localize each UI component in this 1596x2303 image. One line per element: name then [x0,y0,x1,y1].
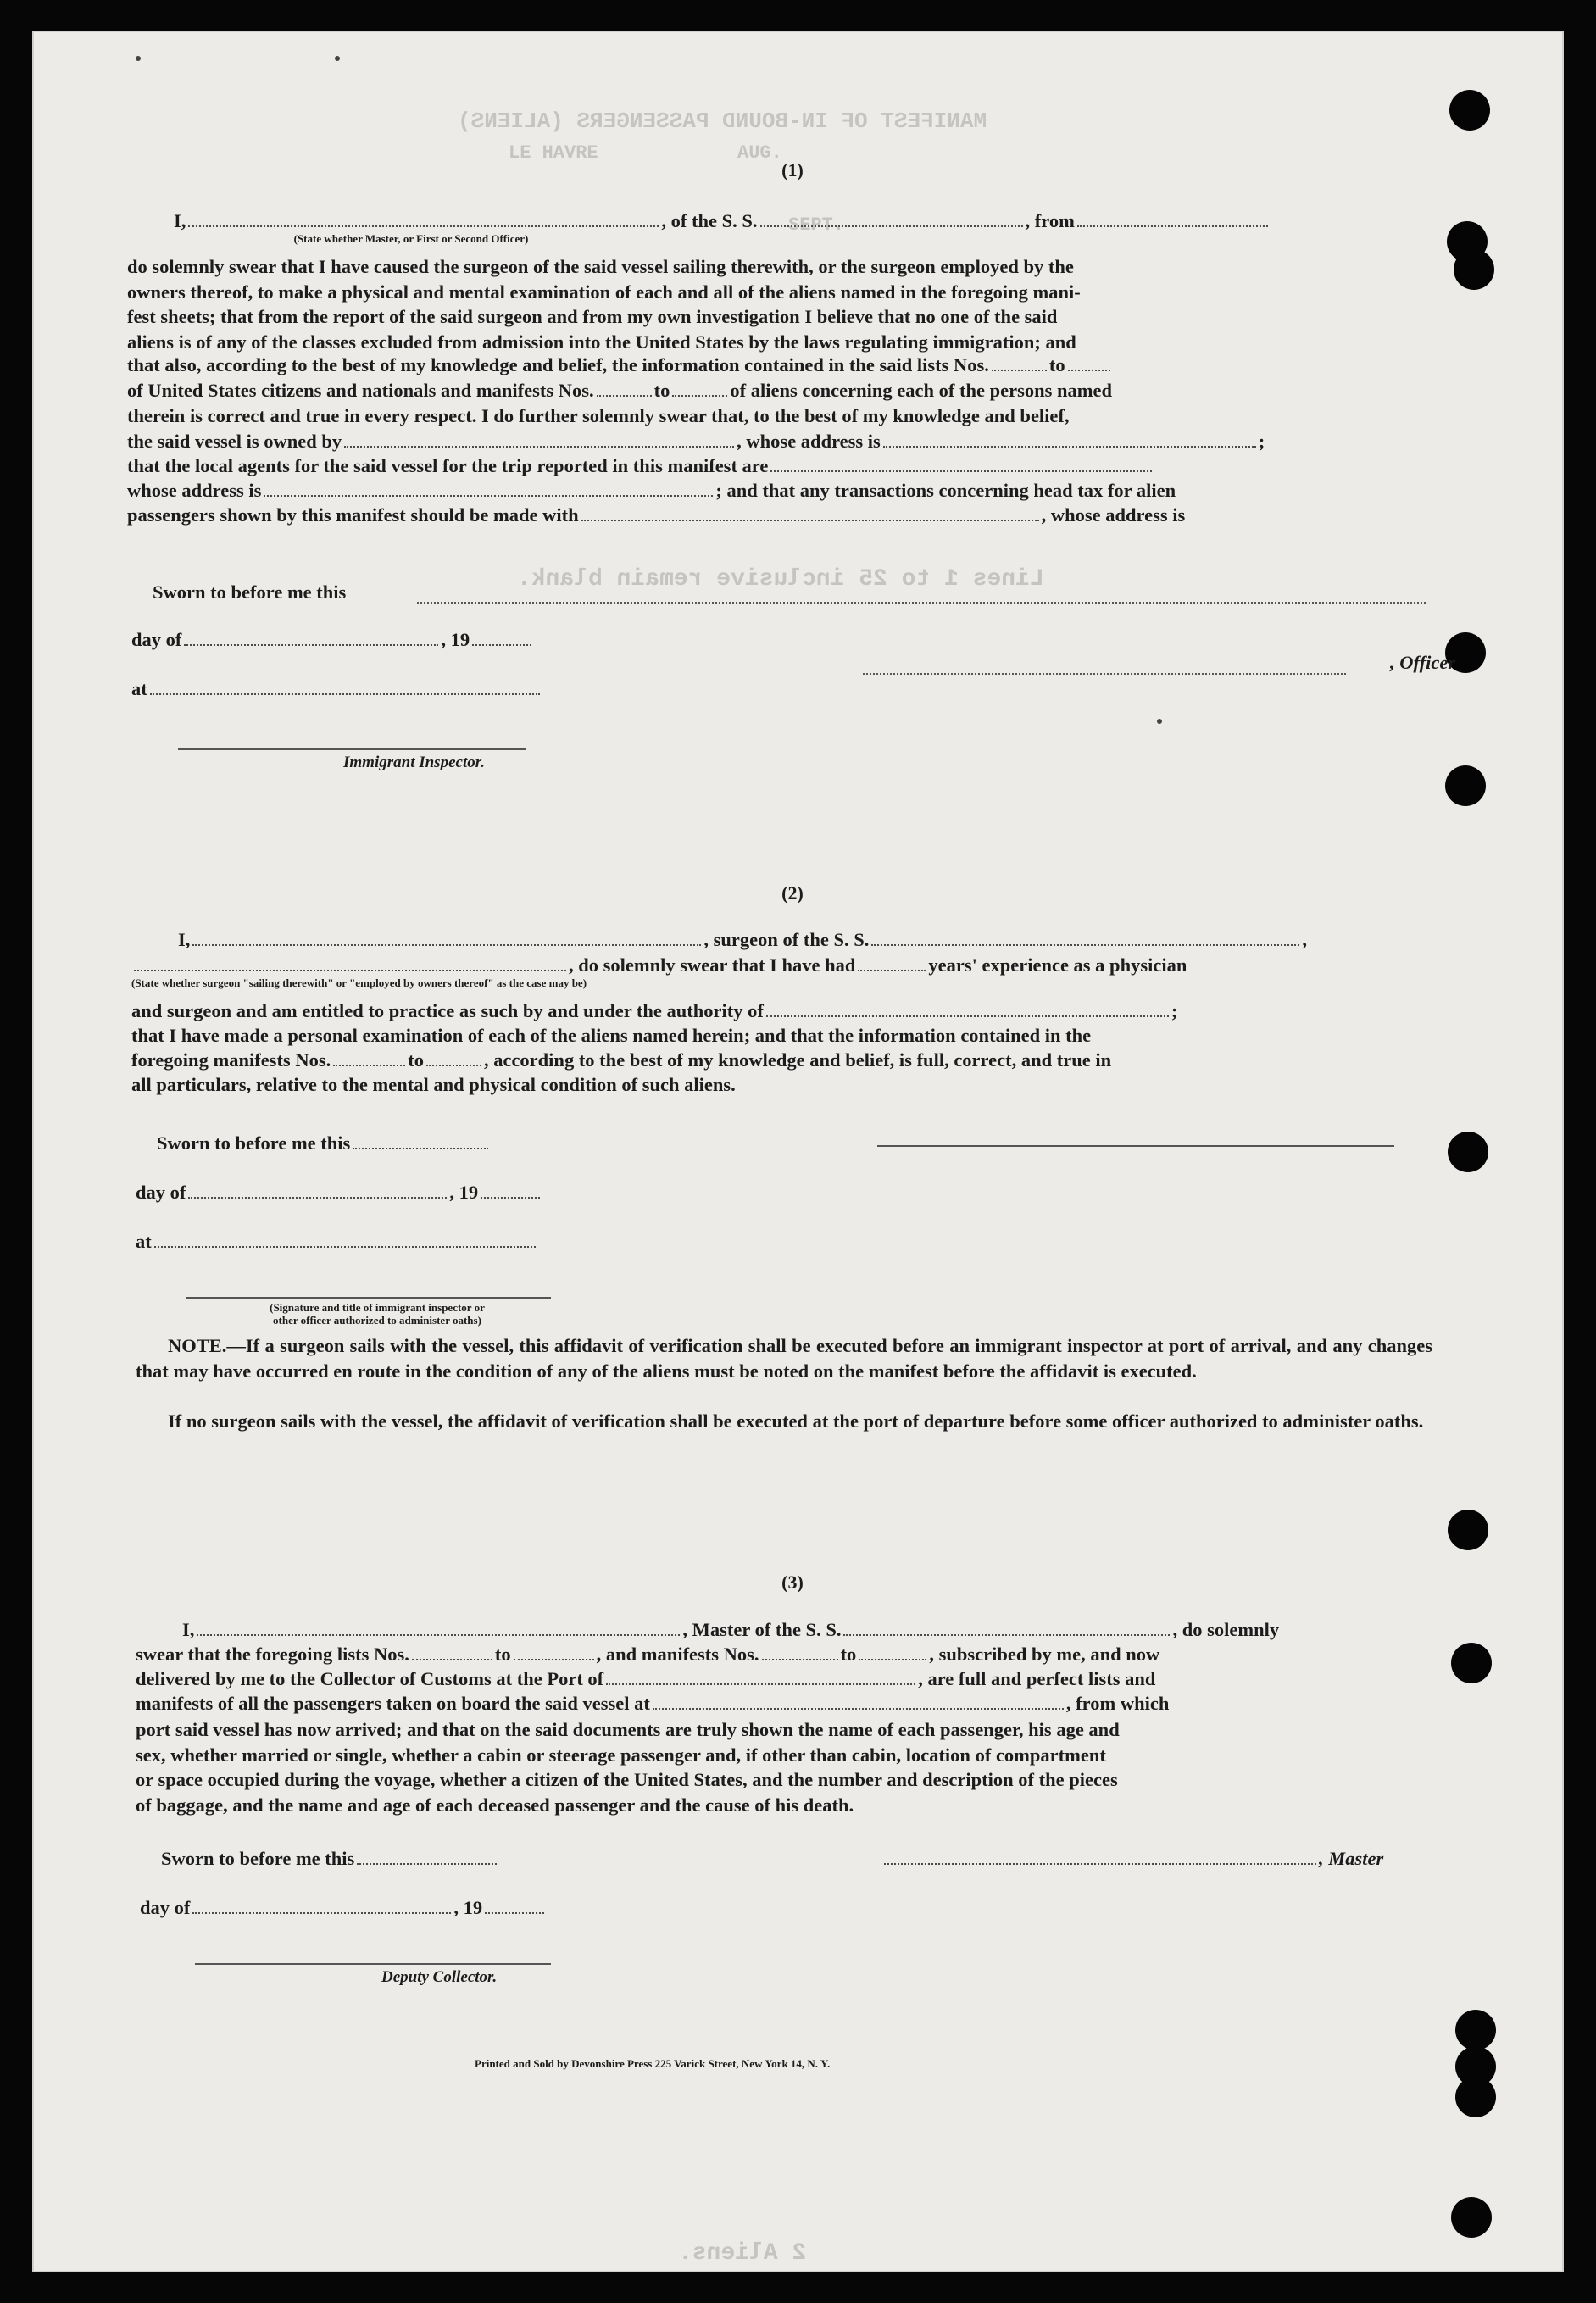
section-3-master: , Master [881,1848,1383,1870]
section-1-inspector-label: Immigrant Inspector. [343,754,485,771]
section-1-line-g: passengers shown by this manifest should be made with , whose address is [127,504,1186,526]
ink-speck [136,56,141,61]
section-2-line1: I, , surgeon of the S. S. , [178,929,1308,950]
section-3-line2: swear that the foregoing lists Nos. to , and manifests Nos. to , subscribed by me, and now [136,1644,1160,1665]
section-1-line-f: whose address is ; and that any transactions concerning head tax for alien [127,480,1176,501]
ink-speck [335,56,340,61]
section-2-note-2: If no surgeon sails with the vessel, the affidavit of verification shall be executed at the port of departure before some officer authorized to administer oaths. [168,1410,1424,1432]
section-1-line-b: of United States citizens and nationals and manifests Nos. to of aliens concerning each of the persons named [127,380,1113,401]
section-3-day-of: day of , 19 [140,1897,547,1919]
section-1-at: at [131,678,542,700]
punch-hole [1448,1510,1488,1550]
bleed-through-text: LE HAVRE [509,142,598,164]
section-2-sworn: Sworn to before me this [157,1132,491,1154]
section-2-caption: (State whether surgeon "sailing therewith" or "employed by owners thereof" as the case may be) [131,976,587,989]
manifest-page [32,31,1564,2272]
punch-hole [1455,2010,1496,2050]
section-3-sworn: Sworn to before me this [161,1848,499,1870]
section-2-line2: , do solemnly swear that I have had years' experience as a physician [131,954,1187,976]
section-1-number: (1) [781,159,804,181]
ink-speck [1157,719,1162,724]
section-2-sig-caption: (Signature and title of immigrant inspector or other officer authorized to administer oaths) [270,1301,485,1327]
section-2-note: NOTE.—If a surgeon sails with the vessel, this affidavit of verification shall be executed before an immigrant inspector at port of arrival, and any changes that may have occurred en route in the condition of any of the aliens must be noted on the manifest before the affidavit is executed. [136,1335,1432,1382]
section-1-caption: (State whether Master, or First or Second Officer) [293,232,529,245]
section-2-at: at [136,1231,538,1253]
punch-hole [1454,249,1494,290]
bleed-through-text: AUG. [737,142,782,164]
section-2-line5: foregoing manifests Nos. to , according to the best of my knowledge and belief, is full, correct, and true in [131,1049,1112,1071]
punch-hole [1451,1643,1492,1683]
section-2-line3: and surgeon and am entitled to practice as such by and under the authority of ; [131,1000,1178,1021]
section-1-officer: , Officer [1390,652,1456,673]
punch-hole [1455,2077,1496,2117]
section-3-collector-label: Deputy Collector. [381,1968,498,1986]
section-2-line4: that I have made a personal examination of each of the aliens named herein; and that the information contained in the [131,1025,1092,1046]
bleed-through-text: Lines 1 to 25 inclusive remain blank. [517,566,1044,592]
section-3-body: port said vessel has now arrived; and that on the said documents are truly shown the name of each passenger, his age and sex, whether married or single, whether a cabin or steerage passenger and, if other than cabin, location of compartment or space occupied during the voyage, whether a citizen of the United States, and the number and description of the pieces of baggage, and the name and age of each deceased passenger and the cause of his death. [136,1719,1120,1816]
punch-hole [1448,1132,1488,1172]
section-1-line-d: the said vessel is owned by , whose address is ; [127,431,1265,452]
printer-imprint: Printed and Sold by Devonshire Press 225 Varick Street, New York 14, N. Y. [475,2057,831,2070]
section-1-sworn: Sworn to before me this [153,581,347,603]
section-3-line1: I, , Master of the S. S. , do solemnly [182,1619,1280,1640]
bleed-through-title: MANIFEST OF IN-BOUND PASSENGERS (ALIENS) [458,108,987,134]
section-3-line4: manifests of all the passengers taken on board the said vessel at , from which [136,1693,1170,1714]
section-2-signature-rule [877,1145,1394,1147]
punch-hole [1445,765,1486,806]
section-1-sworn-rule [417,602,1426,604]
section-1-body: do solemnly swear that I have caused the surgeon of the said vessel sailing therewith, or the surgeon employed by the owners thereof, to make a physical and mental examination of each and all of the aliens named in the foregoing mani- fest sheets; that from the report of the said surgeon and from my own investigation I believe that no one of the said aliens is of any of the classes excluded from admission into the United States by the laws regulating immigration; and [127,256,1081,353]
section-1-officer-rule [863,673,1346,675]
section-2-number: (2) [781,882,804,904]
note-label: NOTE. [168,1335,227,1356]
section-1-line-e: that the local agents for the said vessel for the trip reported in this manifest are [127,455,1154,477]
section-1-line1: I, , of the S. S. , from [174,210,1271,232]
section-2-day-of: day of , 19 [136,1182,542,1204]
bleed-through-text: SEPT. [788,214,845,236]
section-1-line-a: that also, according to the best of my knowledge and belief, the information contained in the said lists Nos. to [127,354,1113,376]
section-2-sig-rule [186,1297,551,1299]
section-1-day-of: day of , 19 [131,629,534,651]
section-2-line6: all particulars, relative to the mental and physical condition of such aliens. [131,1074,736,1095]
punch-hole [1449,90,1490,131]
bleed-through-text: 2 Aliens. [678,2240,807,2267]
section-1-inspector-rule [178,748,526,750]
section-3-line3: delivered by me to the Collector of Customs at the Port of , are full and perfect lists and [136,1668,1156,1689]
section-1-line-c: therein is correct and true in every respect. I do further solemnly swear that, to the best of my knowledge and belief, [127,405,1070,426]
section-3-collector-rule [195,1963,551,1965]
punch-hole [1451,2197,1492,2238]
section-3-number: (3) [781,1571,804,1593]
